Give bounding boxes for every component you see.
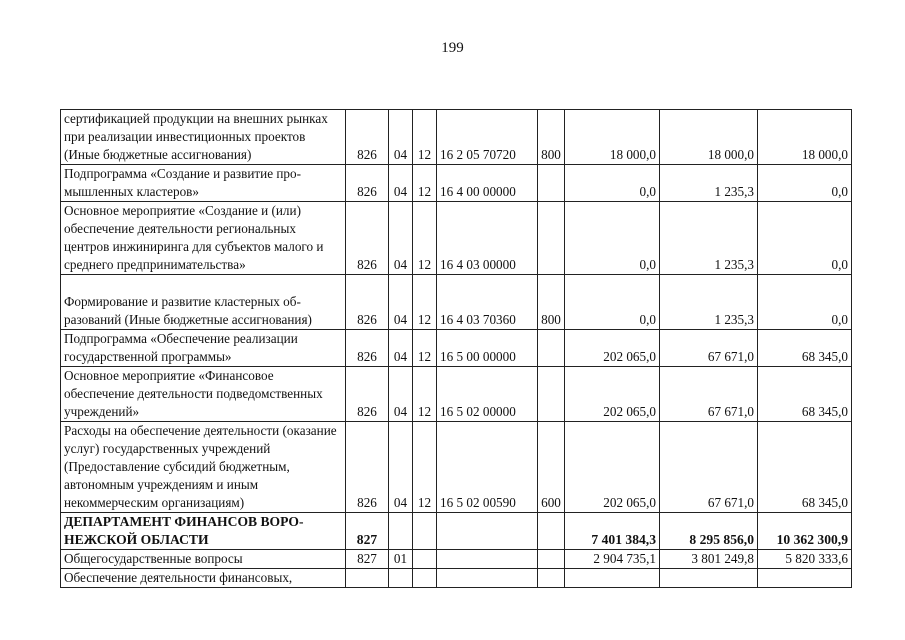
expense-type-code (538, 569, 565, 588)
expense-type-code (538, 165, 565, 202)
amount-year-2: 8 295 856,0 (660, 513, 758, 550)
section-code (389, 569, 413, 588)
amount-year-1: 7 401 384,3 (565, 513, 660, 550)
section-code: 04 (389, 165, 413, 202)
row-description: Подпрограмма «Обеспечение реализации государственной программы» (61, 330, 346, 367)
row-description: Основное мероприятие «Финансовое обеспечение деятельности подведомственных учреждений» (61, 367, 346, 422)
expense-type-code (538, 202, 565, 275)
amount-year-1: 0,0 (565, 275, 660, 330)
amount-year-3: 0,0 (758, 165, 852, 202)
amount-year-1: 18 000,0 (565, 110, 660, 165)
subsection-code: 12 (413, 275, 437, 330)
grbs-code: 826 (346, 422, 389, 513)
amount-year-1: 0,0 (565, 202, 660, 275)
table-row (61, 275, 852, 330)
section-code: 01 (389, 550, 413, 569)
expense-type-code (538, 367, 565, 422)
amount-year-2: 1 235,3 (660, 165, 758, 202)
subsection-code: 12 (413, 367, 437, 422)
grbs-code: 826 (346, 165, 389, 202)
section-code (389, 513, 413, 550)
expense-type-code: 600 (538, 422, 565, 513)
amount-year-3 (758, 569, 852, 588)
table-row (61, 330, 852, 367)
grbs-code: 826 (346, 110, 389, 165)
table-row-department (61, 513, 852, 550)
subsection-code: 12 (413, 330, 437, 367)
table-row-partial (61, 569, 852, 588)
amount-year-2: 1 235,3 (660, 202, 758, 275)
amount-year-3: 0,0 (758, 202, 852, 275)
row-description: Обеспечение деятельности финансовых, (61, 569, 346, 588)
amount-year-2: 1 235,3 (660, 275, 758, 330)
section-code: 04 (389, 110, 413, 165)
amount-year-3: 10 362 300,9 (758, 513, 852, 550)
section-code: 04 (389, 330, 413, 367)
table-row (61, 110, 852, 165)
grbs-code: 826 (346, 367, 389, 422)
subsection-code (413, 513, 437, 550)
table-row (61, 202, 852, 275)
row-description: Общегосударственные вопросы (61, 550, 346, 569)
table-row (61, 422, 852, 513)
subsection-code: 12 (413, 110, 437, 165)
grbs-code: 827 (346, 513, 389, 550)
row-description: ДЕПАРТАМЕНТ ФИНАНСОВ ВОРОНЕЖСКОЙ ОБЛАСТИ (61, 513, 346, 550)
subsection-code (413, 550, 437, 569)
row-description: Расходы на обеспечение деятельности (оказание услуг) государственных учреждений (Предоставление субсидий бюджетным, автономным учреждениям и иным некоммерческим организациям) (61, 422, 346, 513)
amount-year-1 (565, 569, 660, 588)
expense-type-code (538, 513, 565, 550)
target-article-code: 16 5 02 00590 (437, 422, 538, 513)
row-description: сертификацией продукции на внешних рынках при реализации инвестиционных проектов (Иные бюджетные ассигнования) (61, 110, 346, 165)
section-code: 04 (389, 422, 413, 513)
amount-year-3: 68 345,0 (758, 422, 852, 513)
subsection-code (413, 569, 437, 588)
amount-year-2: 67 671,0 (660, 330, 758, 367)
expense-type-code: 800 (538, 275, 565, 330)
amount-year-1: 2 904 735,1 (565, 550, 660, 569)
amount-year-2: 18 000,0 (660, 110, 758, 165)
amount-year-1: 202 065,0 (565, 330, 660, 367)
subsection-code: 12 (413, 165, 437, 202)
grbs-code (346, 569, 389, 588)
target-article-code: 16 2 05 70720 (437, 110, 538, 165)
budget-table (60, 109, 852, 588)
row-description: Основное мероприятие «Создание и (или) обеспечение деятельности региональных центров инжиниринга для субъектов малого и среднего предпринимательства» (61, 202, 346, 275)
expense-type-code: 800 (538, 110, 565, 165)
target-article-code (437, 513, 538, 550)
row-description: Подпрограмма «Создание и развитие промышленных кластеров» (61, 165, 346, 202)
page-number: 199 (441, 40, 464, 56)
grbs-code: 827 (346, 550, 389, 569)
grbs-code: 826 (346, 330, 389, 367)
subsection-code: 12 (413, 202, 437, 275)
row-description: Формирование и развитие кластерных образований (Иные бюджетные ассигнования) (61, 275, 346, 330)
grbs-code: 826 (346, 275, 389, 330)
table-row (61, 550, 852, 569)
expense-type-code (538, 550, 565, 569)
target-article-code (437, 569, 538, 588)
target-article-code: 16 4 03 00000 (437, 202, 538, 275)
target-article-code: 16 4 03 70360 (437, 275, 538, 330)
table-row (61, 165, 852, 202)
amount-year-2: 67 671,0 (660, 422, 758, 513)
target-article-code: 16 4 00 00000 (437, 165, 538, 202)
amount-year-3: 5 820 333,6 (758, 550, 852, 569)
grbs-code: 826 (346, 202, 389, 275)
target-article-code: 16 5 02 00000 (437, 367, 538, 422)
target-article-code: 16 5 00 00000 (437, 330, 538, 367)
amount-year-1: 202 065,0 (565, 422, 660, 513)
section-code: 04 (389, 367, 413, 422)
amount-year-3: 0,0 (758, 275, 852, 330)
table-row (61, 367, 852, 422)
section-code: 04 (389, 275, 413, 330)
amount-year-2 (660, 569, 758, 588)
amount-year-3: 68 345,0 (758, 367, 852, 422)
amount-year-1: 0,0 (565, 165, 660, 202)
target-article-code (437, 550, 538, 569)
amount-year-2: 3 801 249,8 (660, 550, 758, 569)
expense-type-code (538, 330, 565, 367)
subsection-code: 12 (413, 422, 437, 513)
amount-year-3: 18 000,0 (758, 110, 852, 165)
amount-year-3: 68 345,0 (758, 330, 852, 367)
amount-year-2: 67 671,0 (660, 367, 758, 422)
amount-year-1: 202 065,0 (565, 367, 660, 422)
section-code: 04 (389, 202, 413, 275)
